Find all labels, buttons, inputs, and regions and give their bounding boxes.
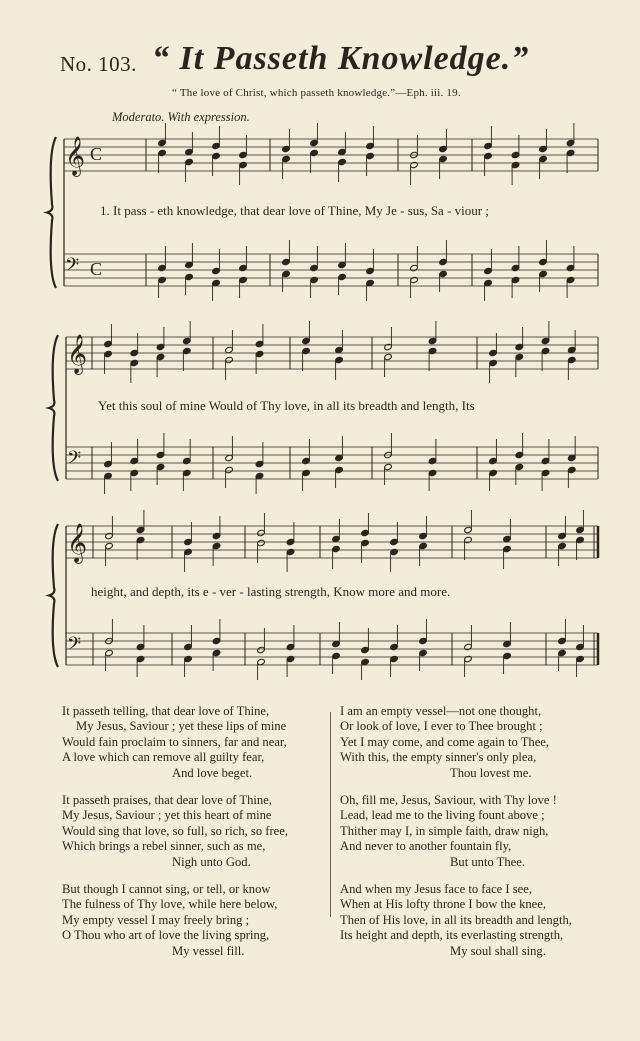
- verse-line-end: Thou lovest me.: [450, 765, 532, 780]
- verse-line: Or look of love, I ever to Thee brought ;: [340, 719, 543, 734]
- verse-line: Thither may I, in simple faith, draw nigh,: [340, 823, 549, 838]
- treble-clef: 𝄞: [67, 334, 88, 374]
- verse-line: A love which can remove all guilty fear,: [62, 750, 265, 765]
- epigraph: “ The love of Christ, which passeth knowledge.”—Eph. iii. 19.: [172, 87, 461, 99]
- common-time-sign: C: [90, 144, 103, 164]
- verse-2: [62, 704, 288, 781]
- verse-line: My Jesus, Saviour ; yet these lips of mine: [76, 719, 287, 734]
- lyrics-system-2: Yet this soul of mine Would of Thy love, in all its breadth and length, Its: [98, 398, 475, 413]
- bass-clef: 𝄢: [67, 634, 82, 659]
- common-time-sign: C: [90, 259, 103, 279]
- verse-line: Would sing that love, so full, so rich, so free,: [62, 823, 288, 838]
- verse-line-end: Nigh unto God.: [172, 854, 251, 869]
- verse-line: The fulness of Thy love, while here below,: [62, 897, 278, 912]
- verse-line: Oh, fill me, Jesus, Saviour, with Thy love !: [340, 793, 557, 808]
- verse-line: When at His lofty throne I bow the knee,: [340, 897, 546, 912]
- verse-line: Then of His love, in all its breadth and length,: [340, 912, 572, 927]
- treble-clef: 𝄞: [67, 523, 88, 563]
- tempo-marking: Moderato. With expression.: [112, 110, 250, 124]
- verse-6: [340, 793, 572, 870]
- hymn-number: No. 103.: [60, 52, 137, 76]
- verse-line: It passeth telling, that dear love of Thine,: [62, 704, 270, 718]
- verse-line-end: My soul shall sing.: [450, 943, 546, 958]
- verse-4: [62, 882, 288, 959]
- verse-line: Lead, lead me to the living fount above ;: [340, 808, 545, 823]
- verse-line: My empty vessel I may freely bring ;: [62, 912, 250, 927]
- verse-line: I am an empty vessel—not one thought,: [340, 704, 542, 718]
- verse-line: It passeth praises, that dear love of Thine,: [62, 793, 272, 808]
- verse-5: [340, 704, 572, 781]
- lyrics-system-3: height, and depth, its e - ver - lasting strength, Know more and more.: [91, 584, 451, 599]
- verse-line: Which brings a rebel sinner, such as me,: [62, 839, 266, 854]
- verse-line: Its height and depth, its everlasting strength,: [340, 928, 564, 943]
- system-brace: [49, 335, 58, 481]
- bass-clef: 𝄢: [65, 255, 80, 280]
- lyrics-system-1: 1. It pass - eth knowledge, that dear love of Thine, My Je - sus, Sa - viour ;: [100, 203, 489, 218]
- verse-line: With this, the empty sinner's only plea,: [340, 750, 537, 765]
- verse-line: Yet I may come, and come again to Thee,: [340, 734, 550, 749]
- verse-line-end: But unto Thee.: [450, 854, 525, 869]
- column-divider: [330, 712, 331, 917]
- verse-line: Would fain proclaim to sinners, far and near,: [62, 734, 287, 749]
- verse-line: But though I cannot sing, or tell, or know: [62, 882, 271, 897]
- system-brace: [49, 524, 58, 667]
- treble-clef: 𝄞: [65, 136, 86, 176]
- verse-line: O Thou who art of love the living spring,: [62, 928, 270, 943]
- system-brace: [47, 137, 56, 288]
- verse-line: And when my Jesus face to face I see,: [340, 882, 532, 897]
- verses-right-column: [340, 704, 572, 959]
- verse-7: [340, 882, 572, 959]
- verse-line-end: And love beget.: [172, 765, 253, 780]
- hymn-title: “ It Passeth Knowledge.”: [152, 40, 530, 77]
- bass-clef: 𝄢: [67, 448, 82, 473]
- verse-line: And never to another fountain fly,: [340, 839, 512, 854]
- verse-line: My Jesus, Saviour ; yet this heart of mine: [62, 808, 272, 823]
- verse-3: [62, 793, 288, 870]
- verses-left-column: [62, 704, 288, 959]
- verse-line-end: My vessel fill.: [172, 943, 245, 958]
